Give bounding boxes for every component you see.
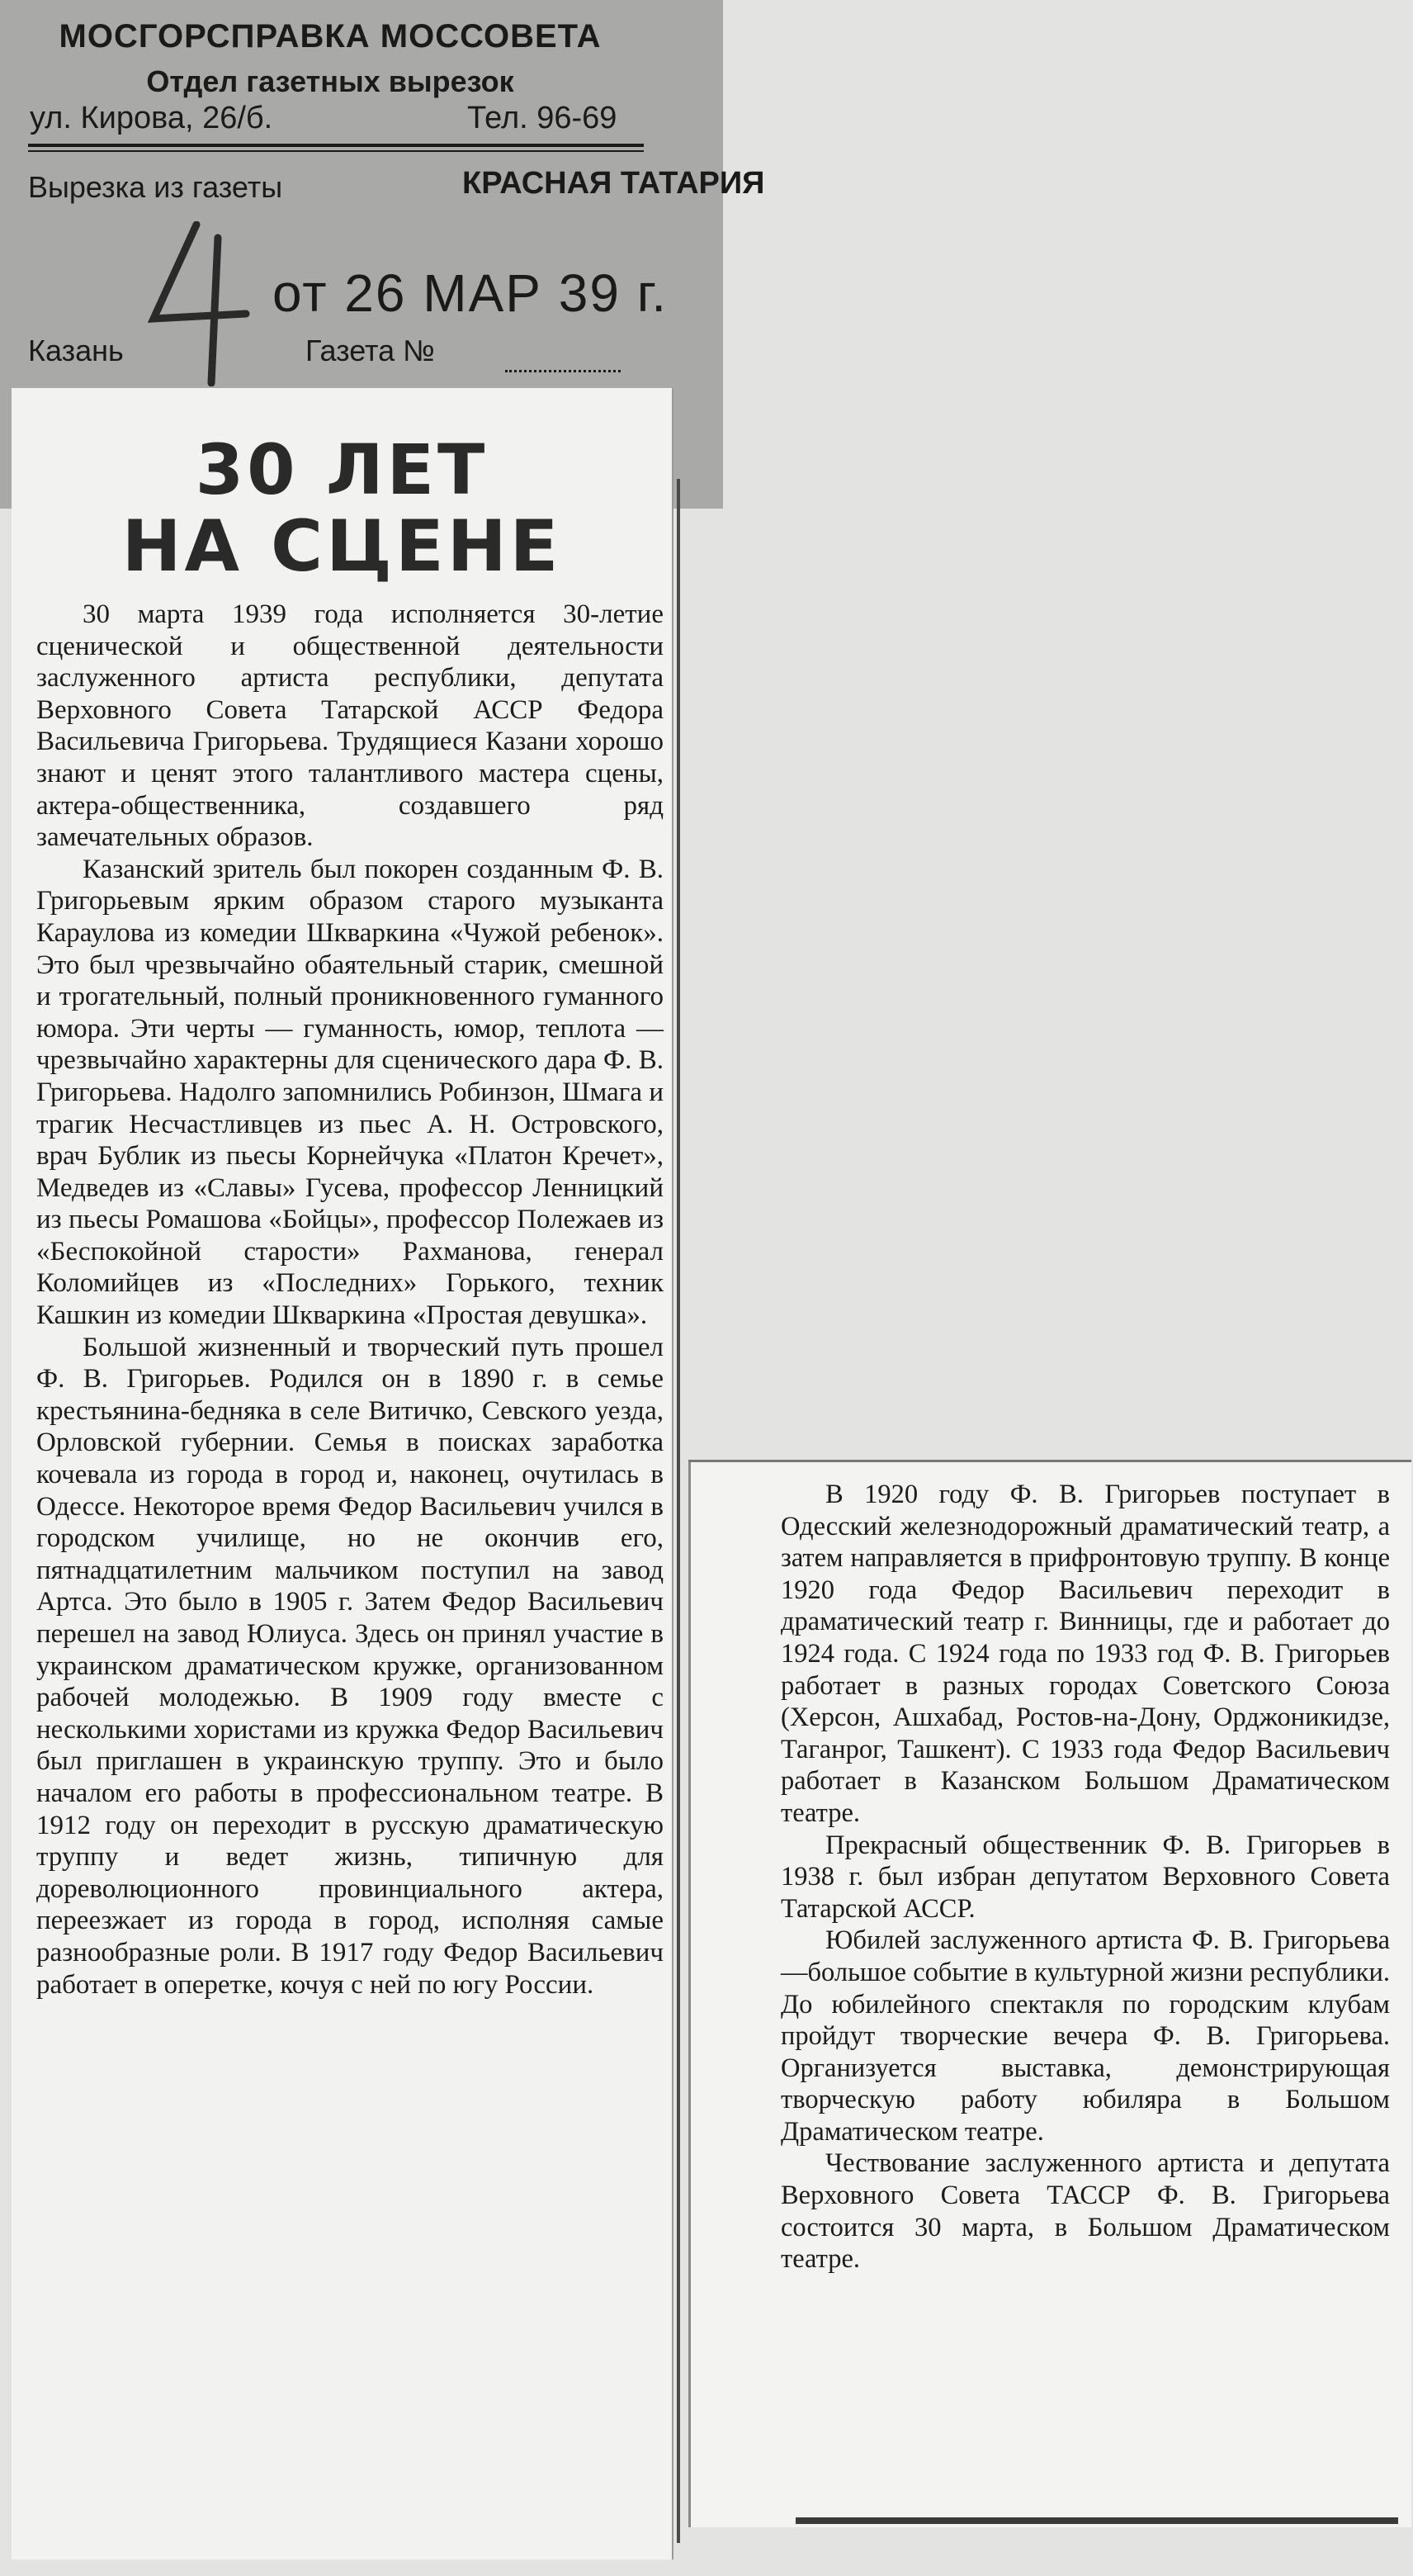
newspaper-number-blank <box>505 370 621 372</box>
city-label: Казань <box>28 334 124 367</box>
headline-line-1: 30 ЛЕТ <box>195 429 489 510</box>
column-separator <box>688 1462 691 2527</box>
article-paragraph: Юбилей заслуженного артиста Ф. В. Григорьева—большое событие в культурной жизни республики. До юбилейного спектакля по городским клубам пройдут творческие вечера Ф. В. Григорьева. Организуется выставка, демонстрирующая творческую работу юбиляра в Большом Драматическом театре. <box>781 1925 1390 2147</box>
article-body-left <box>36 599 664 2001</box>
column-edge-rule <box>677 479 680 2543</box>
clipping-from-label: Вырезка из газеты <box>28 170 283 204</box>
agency-address: ул. Кирова, 26/б. <box>30 101 273 135</box>
agency-name: МОСГОРСПРАВКА МОССОВЕТА <box>59 18 602 54</box>
article-paragraph: Казанский зритель был покорен созданным Ф. В. Григорьевым ярким образом старого музыканта Караулова из комедии Шкваркина «Чужой ребенок». Это был чрезвычайно обаятельный старик, смешной и трогательный, полный проникновенного гуманного юмора. Эти черты — гуманность, юмор, теплота — чрезвычайно характерны для сценического дара Ф. В. Григорьева. Надолго запомнились Робинзон, Шмага и трагик Несчастливцев из пьес А. Н. Островского, врач Бублик из пьесы Корнейчука «Платон Кречет», Медведев из «Славы» Гусева, профессор Ленницкий из пьесы Ромашова «Бойцы», профессор Полежаев из «Беспокойной старости» Рахманова, генерал Коломийцев из «Последних» Горького, техник Кашкин из комедии Шкваркина «Простая девушка». <box>36 854 664 1331</box>
article-paragraph: Большой жизненный и творческий путь прошел Ф. В. Григорьев. Родился он в 1890 г. в семье крестьянина-бедняка в селе Витичко, Севского уезда, Орловской губернии. Семья в поисках заработка кочевала из города в город и, наконец, очутилась в Одессе. Некоторое время Федор Васильевич учился в городском училище, но не окончив его, пятнадцатилетним мальчиком поступил на завод Артса. Это было в 1905 г. Затем Федор Васильевич перешел на завод Юлиуса. Здесь он принял участие в украинском драматическом кружке, организованном рабочей молодежью. В 1909 году вместе с несколькими хористами из кружка Федор Васильевич был приглашен в украинскую труппу. Это и было началом его работы в профессиональном театре. В 1912 году он переходит в русскую драматическую труппу и ведет жизнь, типичную для дореволюционного провинциального актера, переезжает из города в город, исполняя самые разнообразные роли. В 1917 году Федор Васильевич работает в оперетке, кочуя с ней по югу России. <box>36 1332 664 2000</box>
newspaper-number-label: Газета № <box>305 334 435 367</box>
agency-phone: Тел. 96-69 <box>467 101 617 135</box>
article-paragraph: 30 марта 1939 года исполняется 30-летие сценической и общественной деятельности заслуженного артиста республики, депутата Верховного Совета Татарской АССР Федора Васильевича Григорьева. Трудящиеся Казани хорошо знают и ценят этого талантливого мастера сцены, актера-общественника, создавшего ряд замечательных образов. <box>36 599 664 853</box>
label-divider-thin <box>28 150 644 152</box>
article-paragraph: В 1920 году Ф. В. Григорьев поступает в Одесский железнодорожный драматический театр, а затем направляется в прифронтовую труппу. В конце 1920 года Федор Васильевич переходит в драматический театр г. Винницы, где и работает до 1924 года. С 1924 года по 1933 год Ф. В. Григорьев работает в разных городах Советского Союза (Херсон, Ашхабад, Ростов-на-Дону, Орджоникидзе, Таганрог, Ташкент). С 1933 года Федор Васильевич работает в Казанском Большом Драматическом театре. <box>781 1480 1390 1828</box>
article-left-column <box>12 388 672 2559</box>
handwritten-four-mark <box>139 221 262 386</box>
label-divider <box>28 144 644 147</box>
article-body-right <box>781 1479 1390 2275</box>
headline-line-2: НА СЦЕНЕ <box>121 505 562 588</box>
article-end-rule <box>796 2517 1398 2524</box>
article-right-column <box>688 1460 1411 2527</box>
newspaper-name: КРАСНАЯ ТАТАРИЯ <box>462 166 765 201</box>
date-stamp: от 26 МАР 39 г. <box>272 263 668 323</box>
department-name: Отдел газетных вырезок <box>146 64 514 98</box>
article-paragraph: Чествование заслуженного артиста и депутата Верховного Совета ТАССР Ф. В. Григорьева состоится 30 марта, в Большом Драматическом театре. <box>781 2148 1390 2275</box>
article-paragraph: Прекрасный общественник Ф. В. Григорьев в 1938 г. был избран депутатом Верховного Совета Татарской АССР. <box>781 1830 1390 1924</box>
